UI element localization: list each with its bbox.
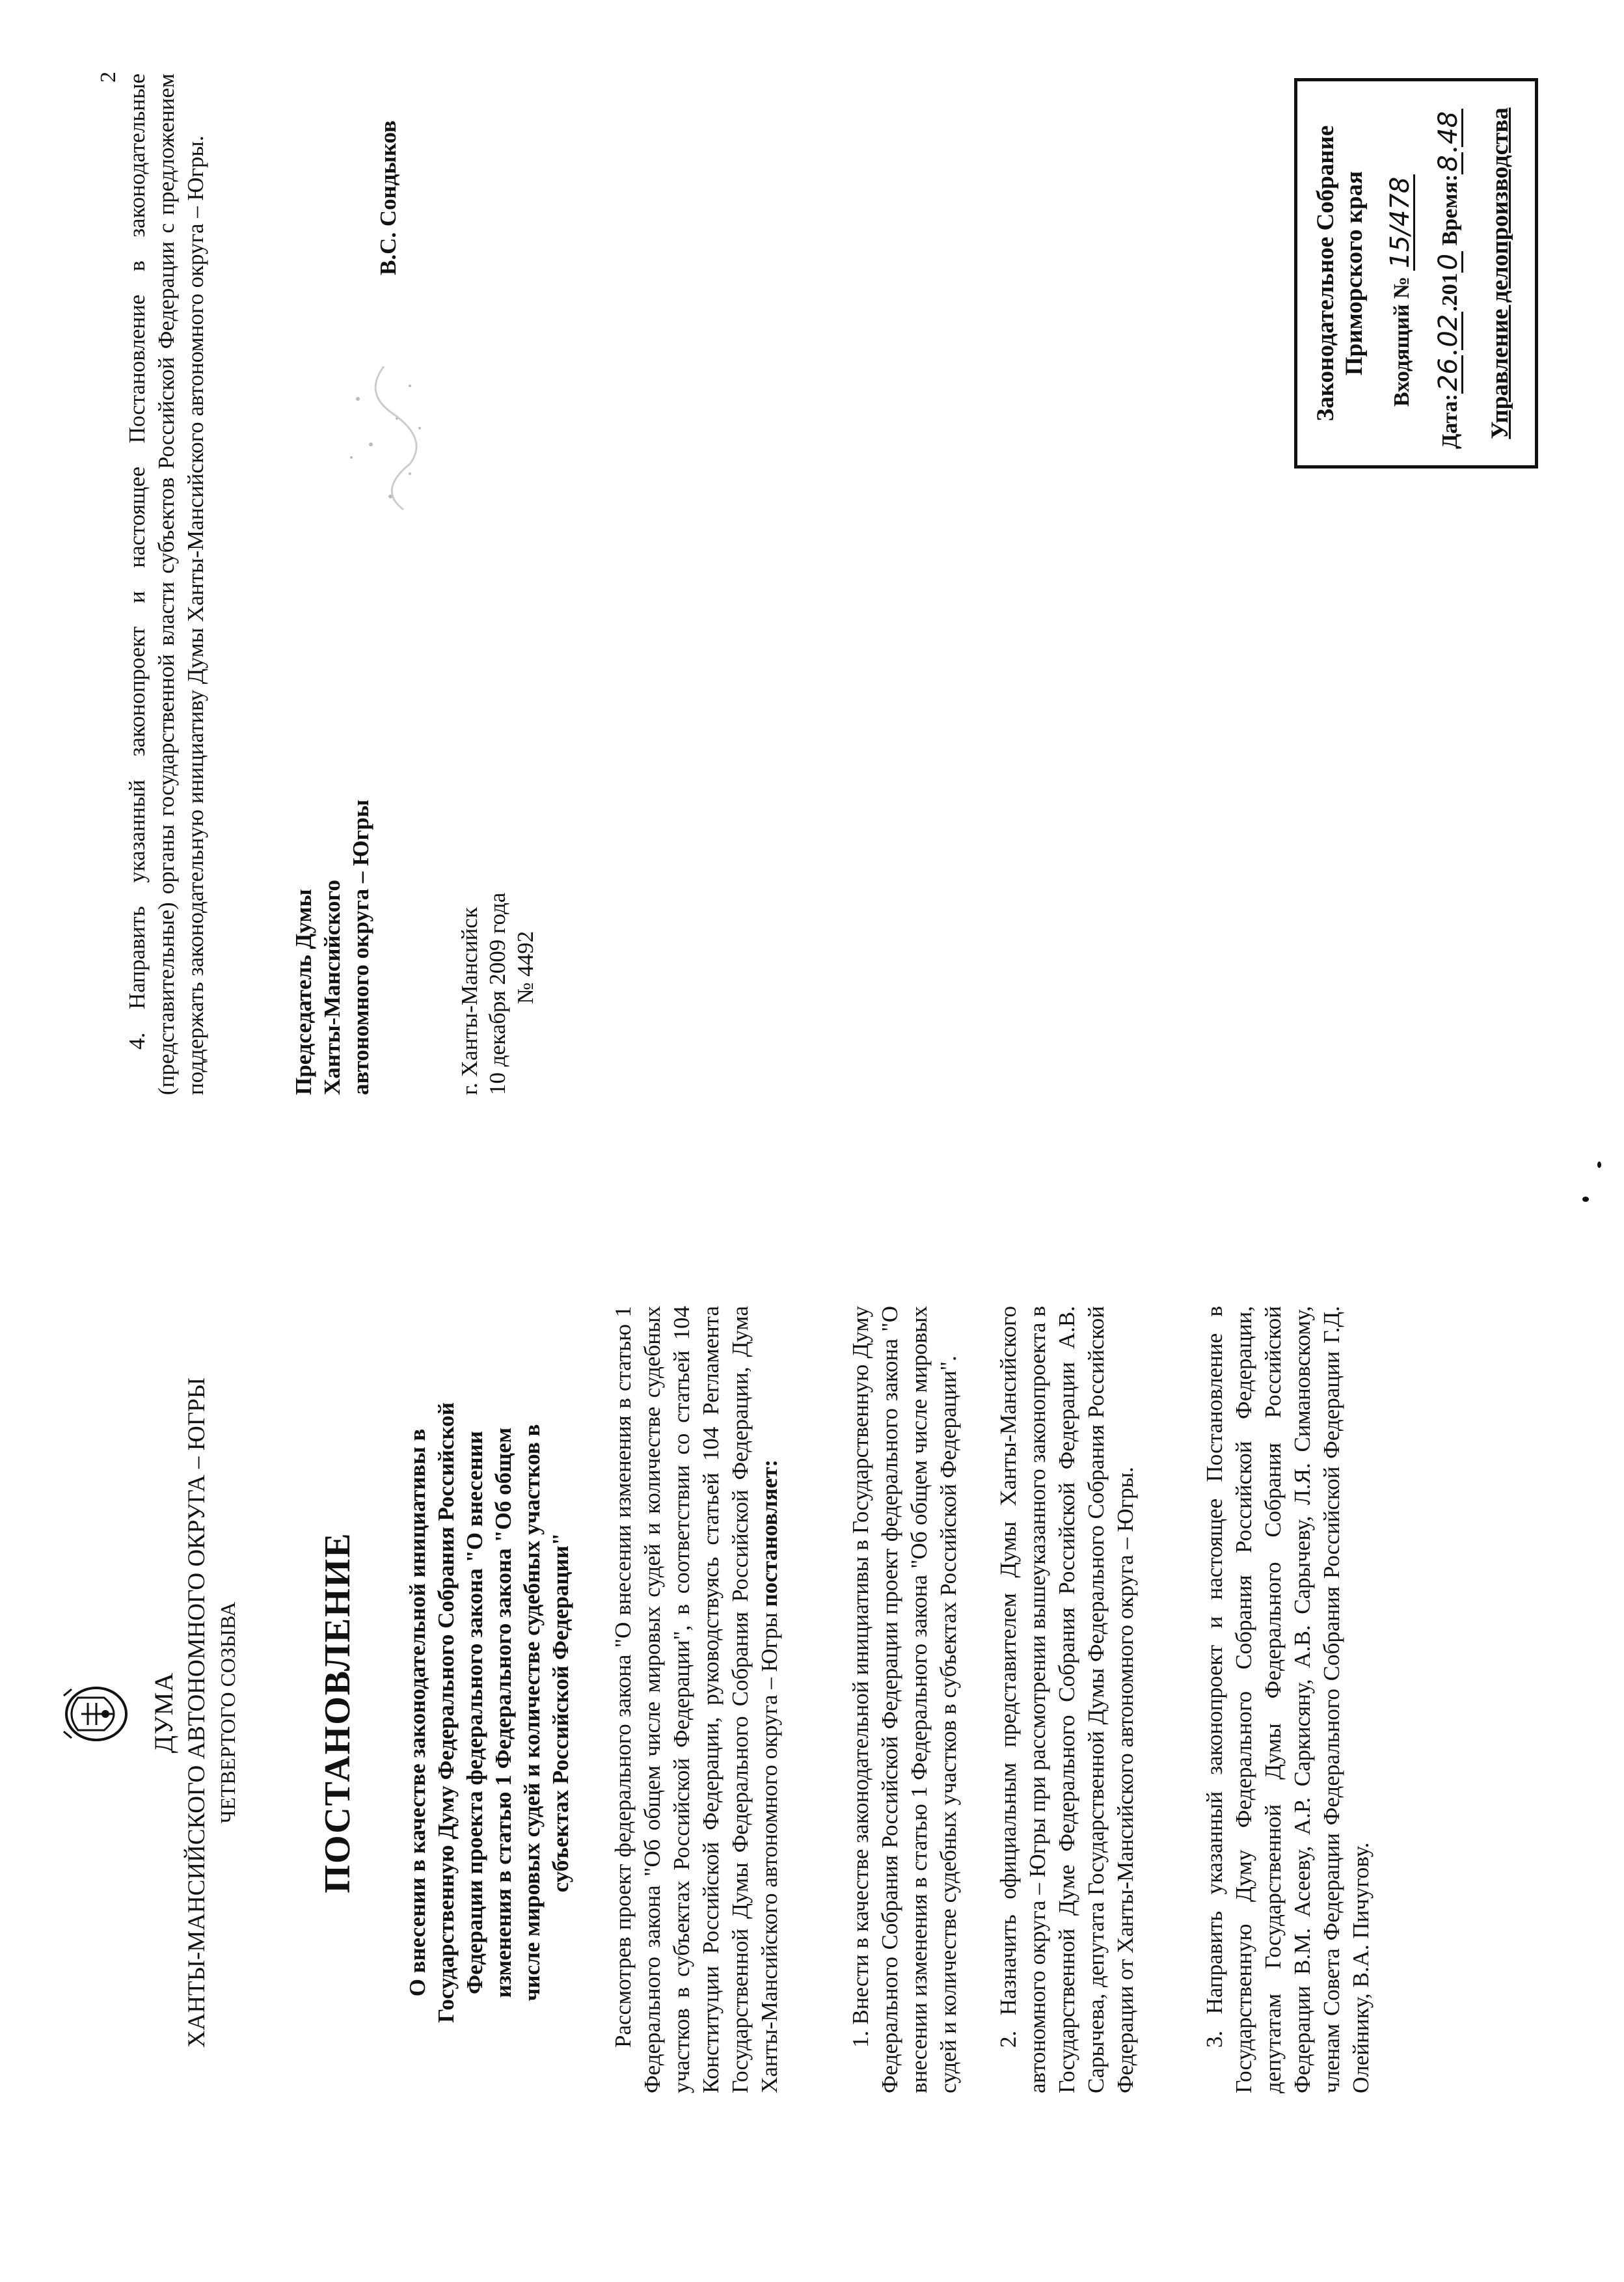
- faded-seal-mark: [312, 340, 442, 536]
- stamp-department: Управление делопроизводства: [1487, 107, 1513, 439]
- duma-okrug-name: ХАНТЫ-МАНСИЙСКОГО АВТОНОМНОГО ОКРУГА – ЮГРЫ: [183, 1378, 210, 2048]
- preamble-text: Рассмотрев проект федерального закона "О внесении изменения в статью 1 Федерального закона "Об общем числе мировых судей и количестве судебных участков в субъектах Российской Федерации", в соответствии со статьей 104 Конституции Российской Федерации, руководствуясь статьей 104 Регламента Государственной Думы Федерального Собрания Российской Федерации, Дума Ханты-Мансийского автономного округа – Югры: [610, 1306, 782, 2093]
- signer-name: В.С. Сондыков: [375, 120, 401, 275]
- stamp-incoming-label: Входящий №: [1390, 276, 1414, 407]
- stamp-organization: Законодательное Собрание: [1312, 125, 1339, 422]
- page-number: 2: [96, 72, 120, 83]
- signer-title: [290, 679, 375, 1095]
- signer-title-line: Ханты-Мансийского: [319, 880, 345, 1095]
- signer-title-line: автономного округа – Югры: [348, 799, 373, 1095]
- resolution-item-3: 3. Направить указанный законопроект и настоящее Постановление в Государственную Думу Федерального Собрания Российской Федерации, депутатам Государственной Думы Федерального Собрания Российской Федерации В.М. Асееву, А.Р. Саркисяну, А.В. Сарычеву, Л.Я. Симановскому, членам Совета Федерации Федерального Собрания Российской Федерации Г.Д. Олейнику, В.А. Пичугову.: [1202, 1306, 1374, 2093]
- place-and-date: [455, 770, 539, 1095]
- document-subject: О внесении в качестве законодательной инициативы в Государственную Думу Федерального Собрания Российской Федерации проекта федерального закона "О внесении изменения в статью 1 Федерального закона "Об общем числе мировых судей и количестве судебных участков в субъектах Российской Федерации": [405, 1402, 573, 2023]
- stamp-incoming-number: 15/478: [1387, 174, 1415, 271]
- coat-of-arms-icon: [59, 1683, 130, 1745]
- stamp-region: Приморского края: [1341, 170, 1368, 376]
- stamp-date-year-suffix: 0: [1435, 251, 1463, 273]
- signer-title-line: Председатель Думы: [291, 889, 316, 1095]
- duma-convocation: ЧЕТВЕРТОГО СОЗЫВА: [216, 1601, 239, 1824]
- page-1: [0, 1141, 1624, 2282]
- place: г. Ханты-Мансийск: [457, 907, 482, 1095]
- duma-title: ДУМА: [149, 1672, 178, 1754]
- stamp-date-month: 02: [1435, 312, 1463, 350]
- stamp-date-year-prefix: 201: [1438, 273, 1462, 306]
- document-type-heading: ПОСТАНОВЛЕНИЕ: [318, 1532, 358, 1894]
- stamp-time-hours: 8: [1435, 152, 1463, 174]
- stamp-time-label: Время:: [1438, 174, 1462, 246]
- stamp-date-day: 26: [1435, 355, 1463, 394]
- preamble-resolves: постановляет:: [757, 1459, 782, 1607]
- resolution-item-2: 2. Назначить официальным представителем Думы Ханты-Мансийского автономного округа – Югры при рассмотрении вышеуказанного законопроекта в Государственной Думе Федерального Собрания Российской Федерации А.В. Сарычева, депутата Государственной Думы Федерального Собрания Российской Федерации от Ханты-Мансийского автономного округа – Югры.: [995, 1306, 1138, 2093]
- registration-stamp: [1294, 78, 1538, 469]
- resolution-item-4: 4. Направить указанный законопроект и настоящее Постановление в законодательные (представительные) органы государственной власти субъектов Российской Федерации с предложением поддержать законодательную инициативу Думы Ханты-Мансийского автономного округа – Югры.: [124, 74, 208, 1095]
- preamble-paragraph: [608, 1306, 784, 2093]
- date: 10 декабря 2009 года: [485, 892, 510, 1095]
- scan-speck: [1597, 1161, 1601, 1168]
- document-number: № 4492: [513, 930, 538, 1004]
- scan-speck: [1582, 1197, 1589, 1202]
- stamp-time-minutes: 48: [1435, 109, 1463, 147]
- stamp-date-label: Дата:: [1438, 394, 1462, 449]
- stamp-date-row: Дата:26.02.2010 Время:8.48: [1435, 65, 1465, 465]
- stamp-incoming-row: [1387, 23, 1416, 465]
- resolution-item-1: 1. Внести в качестве законодательной инициативы в Государственную Думу Федерального Собрания Российской Федерации проект федерального закона "О внесении изменения в статью 1 Федерального закона "Об общем числе мировых судей и количестве судебных участков в субъектах Российской Федерации".: [848, 1306, 961, 2093]
